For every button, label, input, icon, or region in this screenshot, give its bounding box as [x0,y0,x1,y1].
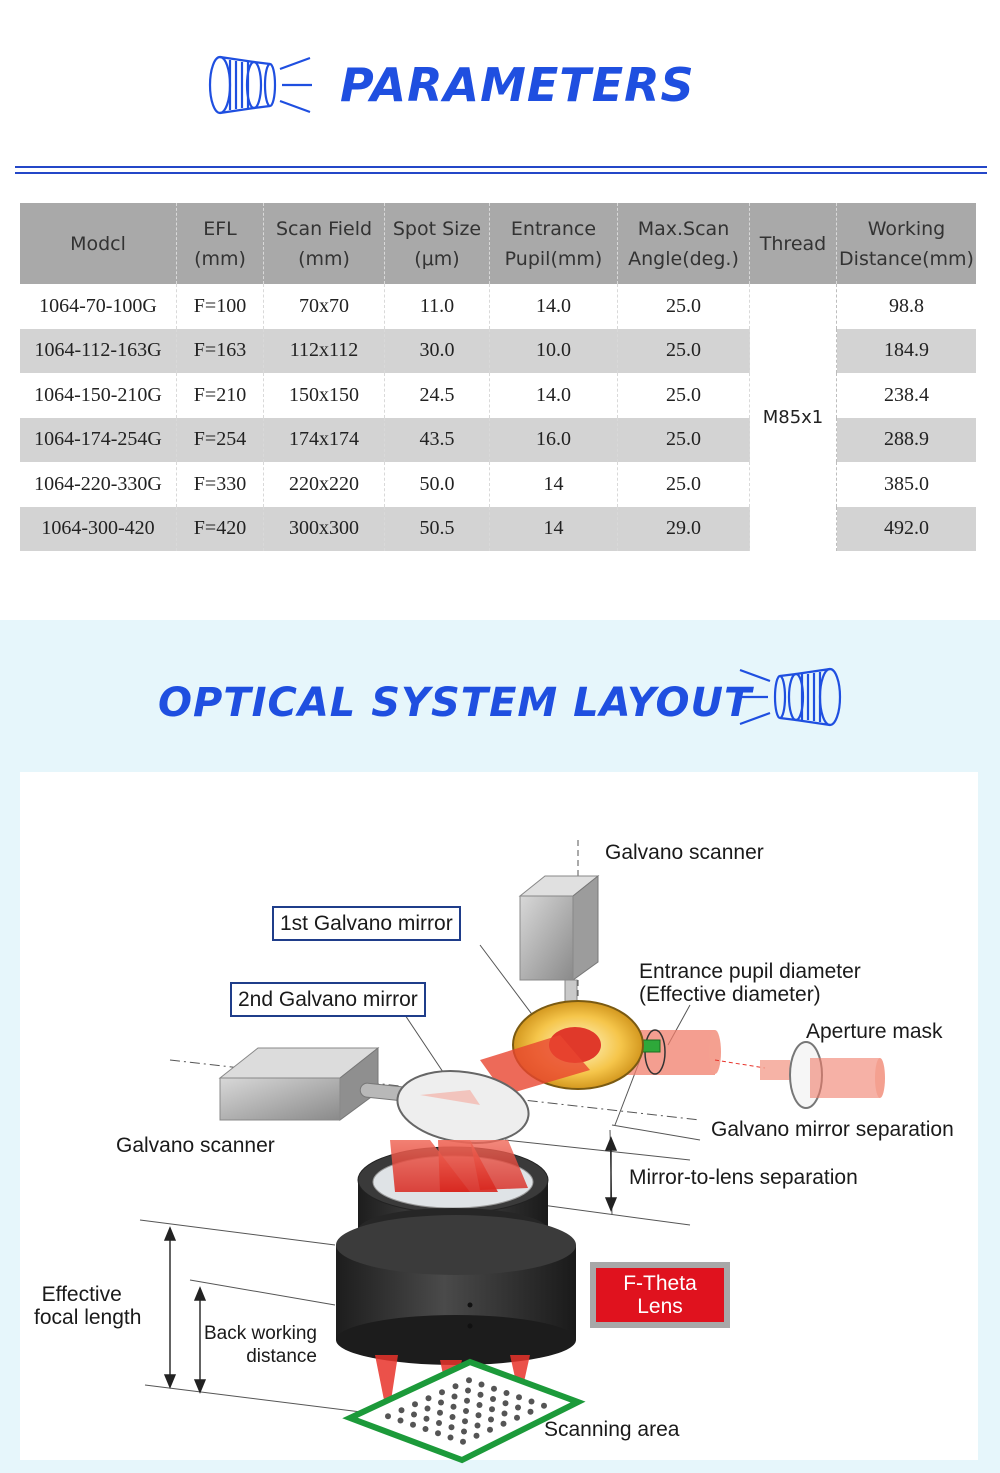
scan-dot [439,1389,445,1395]
scan-dot [528,1409,534,1415]
table-cell: 25.0 [618,284,750,329]
scan-dot [436,1420,442,1426]
table-cell: 184.9 [837,329,977,374]
table-cell: 25.0 [618,373,750,418]
scan-dot [451,1404,457,1410]
table-cell: 300x300 [264,507,385,552]
table-cell: 238.4 [884,383,929,406]
label-mirror-to-lens: Mirror-to-lens separation [629,1166,858,1189]
scan-dot [437,1410,443,1416]
table-cell: 14 [490,462,618,507]
scan-dot [448,1435,454,1441]
table-cell: 1064-300-420 [20,507,177,552]
thread-cell: M85x1 [750,284,837,551]
scan-dot [514,1415,520,1421]
scan-dot [426,1395,432,1401]
table-cell: 1064-220-330G [20,462,177,507]
first-galvano-mirror [480,1001,643,1095]
scan-dot [450,1414,456,1420]
table-cell: 220x220 [264,462,385,507]
table-cell: 25.0 [618,418,750,463]
scan-dot [423,1426,429,1432]
scan-dot [529,1399,535,1405]
label-galvano-scanner-top: Galvano scanner [605,841,764,864]
table-cell: 50.5 [385,507,490,552]
table-cell: F=100 [177,284,264,329]
table-cell: F=330 [177,462,264,507]
scan-dot [438,1400,444,1406]
column-header: Working Distance(mm) [837,203,977,284]
table-cell: 30.0 [385,329,490,374]
table-cell: 14.0 [490,284,618,329]
scan-dot [399,1407,405,1413]
scan-dot [410,1422,416,1428]
scan-dot [516,1394,522,1400]
column-header: Thread [750,203,837,284]
scan-dot [465,1388,471,1394]
section-title: OPTICAL SYSTEM LAYOUT [158,680,753,726]
label-galvano-scanner-left: Galvano scanner [116,1134,275,1157]
column-header: Max.Scan Angle(deg.) [618,203,750,284]
scan-dot [475,1423,481,1429]
label-entrance-pupil: Entrance pupil diameter (Effective diameter) [639,960,861,1006]
scan-dot [435,1430,441,1436]
scan-dot [453,1383,459,1389]
f-theta-badge: F-Theta Lens [590,1262,730,1328]
scan-dot [425,1406,431,1412]
label-back-working-distance: Back working distance [204,1323,317,1367]
table-cell: 10.0 [490,329,618,374]
scan-dot [464,1398,470,1404]
scan-dot [478,1392,484,1398]
column-header: Scan Field (mm) [264,203,385,284]
table-cell: 29.0 [618,507,750,552]
label-mirror-separation: Galvano mirror separation [711,1118,954,1141]
table-cell: 1064-150-210G [20,373,177,418]
scan-dot [411,1412,417,1418]
column-header: Entrance Pupil(mm) [490,203,618,284]
scan-dot [491,1386,497,1392]
table-cell: F=210 [177,373,264,418]
table-cell: 1064-70-100G [20,284,177,329]
table-cell: 288.9 [837,418,977,463]
scan-dot [466,1377,472,1383]
label-scanning-area: Scanning area [544,1418,680,1441]
table-cell: F=163 [177,329,264,374]
scan-dot [398,1418,404,1424]
table-cell: F=420 [177,507,264,552]
table-cell: 1064-174-254G [20,418,177,463]
scan-dot [487,1427,493,1433]
scan-dot [490,1396,496,1402]
scan-dot [385,1413,391,1419]
column-header: Spot Size (μm) [385,203,490,284]
table-cell: 43.5 [385,418,490,463]
table-cell: 112x112 [264,329,385,374]
scan-dot [479,1382,485,1388]
scan-dot [452,1394,458,1400]
table-cell: 50.0 [385,462,490,507]
scan-dot [412,1401,418,1407]
scan-dot [489,1406,495,1412]
scan-dot [463,1408,469,1414]
table-cell: 24.5 [385,373,490,418]
scan-dot [461,1429,467,1435]
scan-dot [424,1416,430,1422]
table-cell: 385.0 [884,472,929,495]
scan-dot [501,1421,507,1427]
table-cell: 16.0 [490,418,618,463]
table-cell: 98.8 [889,294,924,317]
table-cell: 1064-112-163G [20,329,177,374]
label-effective-focal-length: Effective focal length [34,1283,142,1329]
table-cell: 70x70 [264,284,385,329]
scan-dot [488,1417,494,1423]
label-second-galvano-mirror: 2nd Galvano mirror [230,982,426,1017]
table-cell: 25.0 [618,462,750,507]
galvano-scanner-top [520,876,598,1010]
scan-dot [541,1403,547,1409]
page-title: PARAMETERS [340,58,695,112]
scan-dot [476,1412,482,1418]
scan-dot [477,1402,483,1408]
table-cell: 14.0 [490,373,618,418]
table-cell: F=254 [177,418,264,463]
label-first-galvano-mirror: 1st Galvano mirror [272,906,461,941]
table-cell: 150x150 [264,373,385,418]
scan-dot [460,1439,466,1445]
scan-dot [474,1433,480,1439]
table-cell: 11.0 [385,284,490,329]
scan-dot [502,1411,508,1417]
table-cell: 174x174 [264,418,385,463]
scan-dot [503,1400,509,1406]
column-header: EFL (mm) [177,203,264,284]
table-cell: 25.0 [618,329,750,374]
table-cell: 14 [490,507,618,552]
scan-dot [462,1418,468,1424]
scan-dot [449,1424,455,1430]
column-header: Modcl [20,203,177,284]
scan-dot [504,1390,510,1396]
scan-dot [515,1405,521,1411]
table-cell: 492.0 [837,507,977,552]
label-aperture-mask: Aperture mask [806,1020,943,1043]
